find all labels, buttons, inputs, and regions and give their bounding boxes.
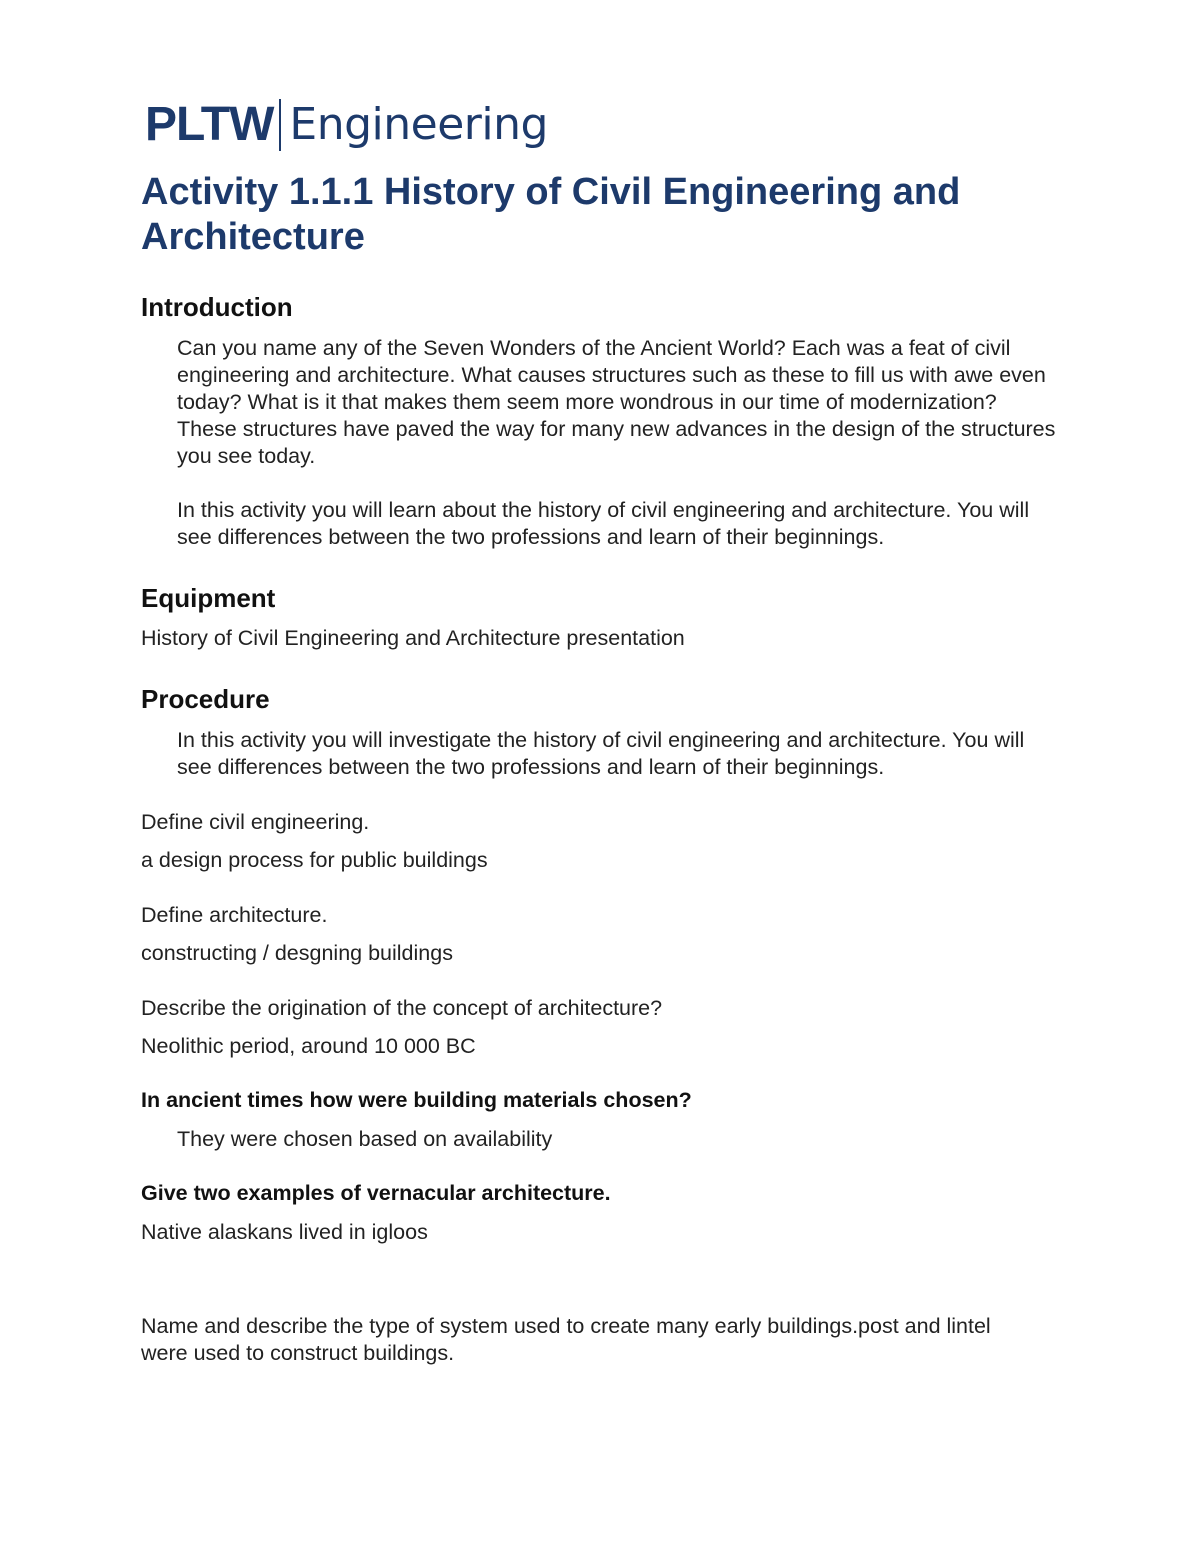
introduction-heading: Introduction	[141, 292, 293, 322]
equipment-heading: Equipment	[141, 583, 276, 613]
answer-building-materials: They were chosen based on availability	[177, 1127, 553, 1151]
introduction-paragraph-2: In this activity you will learn about the history of civil engineering and architecture. You will see differences between the two professions and learn of their beginnings.	[177, 498, 1030, 549]
question-define-civil-engineering: Define civil engineering.	[141, 810, 370, 834]
answer-define-civil-engineering: a design process for public buildings	[141, 848, 488, 872]
question-early-building-system: Name and describe the type of system used to create many early buildings.post and lintel were used to construct buildings.	[141, 1314, 991, 1365]
pltw-engineering-logo	[145, 95, 548, 155]
answer-vernacular-architecture: Native alaskans lived in igloos	[141, 1220, 428, 1244]
procedure-heading: Procedure	[141, 684, 270, 714]
page-title: Activity 1.1.1 History of Civil Engineering and Architecture	[141, 171, 961, 258]
answer-origination-of-architecture: Neolithic period, around 10 000 BC	[141, 1034, 476, 1058]
answer-define-architecture: constructing / desgning buildings	[141, 941, 453, 965]
question-origination-of-architecture: Describe the origination of the concept of architecture?	[141, 996, 663, 1020]
question-define-architecture: Define architecture.	[141, 903, 328, 927]
procedure-intro: In this activity you will investigate the history of civil engineering and architecture. You will see differences between the two professions and learn of their beginnings.	[177, 728, 1025, 779]
logo-brand: PLTW	[145, 98, 274, 151]
question-building-materials: In ancient times how were building materials chosen?	[141, 1088, 692, 1112]
logo-program: Engineering	[289, 99, 548, 150]
equipment-item: History of Civil Engineering and Architecture presentation	[141, 626, 685, 650]
introduction-paragraph-1: Can you name any of the Seven Wonders of the Ancient World? Each was a feat of civil engineering and architecture. What causes structures such as these to fill us with awe even today? What is it that makes them seem more wondrous in our time of modernization? These structures have paved the way for many new advances in the design of the structures you see today.	[177, 336, 1056, 468]
question-vernacular-architecture: Give two examples of vernacular architecture.	[141, 1181, 611, 1205]
logo-divider	[279, 99, 281, 151]
